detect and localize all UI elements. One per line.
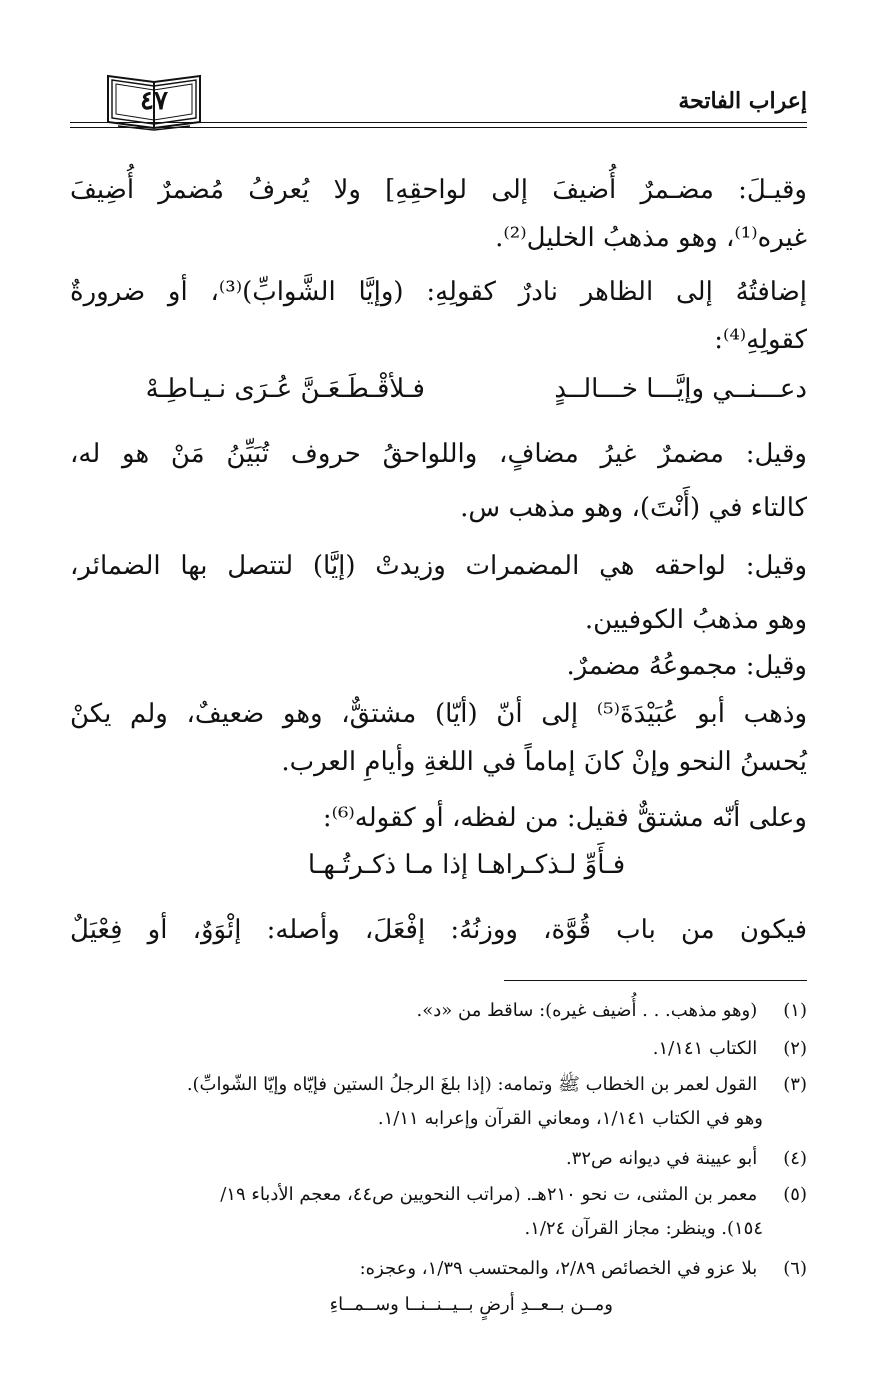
footnote-rule (504, 980, 807, 981)
footnote-3-continuation: وهو في الكتاب ١/١٤١، ومعاني القرآن وإعرابه ١/١١. (377, 1108, 763, 1129)
body-line-2: غيره⁽¹⁾، وهو مذهبُ الخليل⁽²⁾. (495, 223, 807, 253)
footnote-text: الكتاب ١/١٤١. (652, 1038, 758, 1059)
footnote-text: (وهو مذهب. . . أُضيف غيره): ساقط من «د». (416, 1000, 758, 1021)
body-line-8: وهو مذهبُ الكوفيين. (584, 605, 807, 635)
body-line-1: وقيـلَ: مضـمرٌ أُضيفَ إلى لواحقِهِ] ولا يُعرفُ مُضمرٌ أُضِيفَ (70, 175, 807, 205)
body-line-3: إضافتُهُ إلى الظاهر نادرٌ كقولِهِ: (وإيَّا الشَّوابِّ)⁽³⁾، أو ضرورةٌ (70, 277, 807, 307)
page-number: ٤٧ (140, 86, 168, 116)
verse-1-second-hemistich: فـلأقْـطَـعَـنَّ عُـرَى نـيـاطِـهْ (145, 374, 425, 404)
footnote-6 (66, 1254, 807, 1284)
footnote-text: معمر بن المثنى، ت نحو ٢١٠هـ. (مراتب النحويين ص٤٤، معجم الأدباء ١٩/ (220, 1184, 758, 1205)
footnote-number: (١) (783, 1000, 807, 1021)
footnote-text: أبو عيينة في ديوانه ص٣٢. (565, 1148, 758, 1169)
verse-1-first-hemistich: دعـــنــي وإيَّـــا خـــالــدٍ (554, 374, 807, 404)
body-line-5: وقيل: مضمرٌ غيرُ مضافٍ، واللواحقُ حروف تُبَيِّنُ مَنْ هو له، (70, 439, 807, 469)
running-header-title: إعراب الفاتحة (678, 88, 807, 114)
footnote-6-verse: ومــن بــعــدِ أرضٍ بــيــنــنــا وســمــاءِ (329, 1294, 613, 1315)
footnote-1 (66, 996, 807, 1026)
footnote-number: (٥) (783, 1184, 807, 1205)
body-line-7: وقيل: لواحقه هي المضمرات وزيدتْ (إيَّا) لتتصل بها الضمائر، (70, 551, 807, 581)
footnote-number: (٣) (783, 1074, 807, 1095)
body-line-10: وذهب أبو عُبَيْدَةَ⁽⁵⁾ إلى أنّ (أيّا) مشتقٌّ، وهو ضعيفٌ، ولم يكنْ (70, 699, 807, 729)
verse-2: فـأَوِّ لـذكـراهـا إذا مـا ذكـرتُـهـا (307, 850, 626, 880)
footnote-2 (66, 1034, 807, 1064)
footnote-text: القول لعمر بن الخطاب ﷺ وتمامه: (إذا بلغَ الرجلُ الستين فإيّاه وإيّا الشّوابِّ). (186, 1074, 758, 1095)
footnote-3 (66, 1070, 807, 1100)
footnote-number: (٦) (783, 1258, 807, 1279)
body-line-9: وقيل: مجموعُهُ مضمرٌ. (566, 651, 807, 681)
footnote-number: (٢) (783, 1038, 807, 1059)
header-rule-bottom (70, 127, 807, 128)
body-line-11: يُحسنُ النحو وإنْ كانَ إماماً في اللغةِ وأيامِ العرب. (281, 747, 807, 777)
body-line-13: فيكون من باب قُوَّة، ووزنُهُ: إفْعَلَ، وأصله: إئْوَوٌ، أو فِعْيَلٌ (70, 915, 807, 945)
footnote-4 (66, 1144, 807, 1174)
footnote-5-continuation: ١٥٤). وينظر: مجاز القرآن ١/٢٤. (524, 1218, 763, 1239)
body-line-6: كالتاء في (أَنْتَ)، وهو مذهب س. (460, 493, 807, 523)
body-line-4: كقولِهِ⁽⁴⁾: (714, 325, 807, 355)
footnote-number: (٤) (783, 1148, 807, 1169)
footnote-5 (66, 1180, 807, 1210)
header-rule-top (70, 122, 807, 123)
body-line-12: وعلى أنّه مشتقٌّ فقيل: من لفظه، أو كقوله⁽⁶⁾: (322, 803, 807, 833)
footnote-text: بلا عزو في الخصائص ٢/٨٩، والمحتسب ١/٣٩، وعجزه: (359, 1258, 758, 1279)
